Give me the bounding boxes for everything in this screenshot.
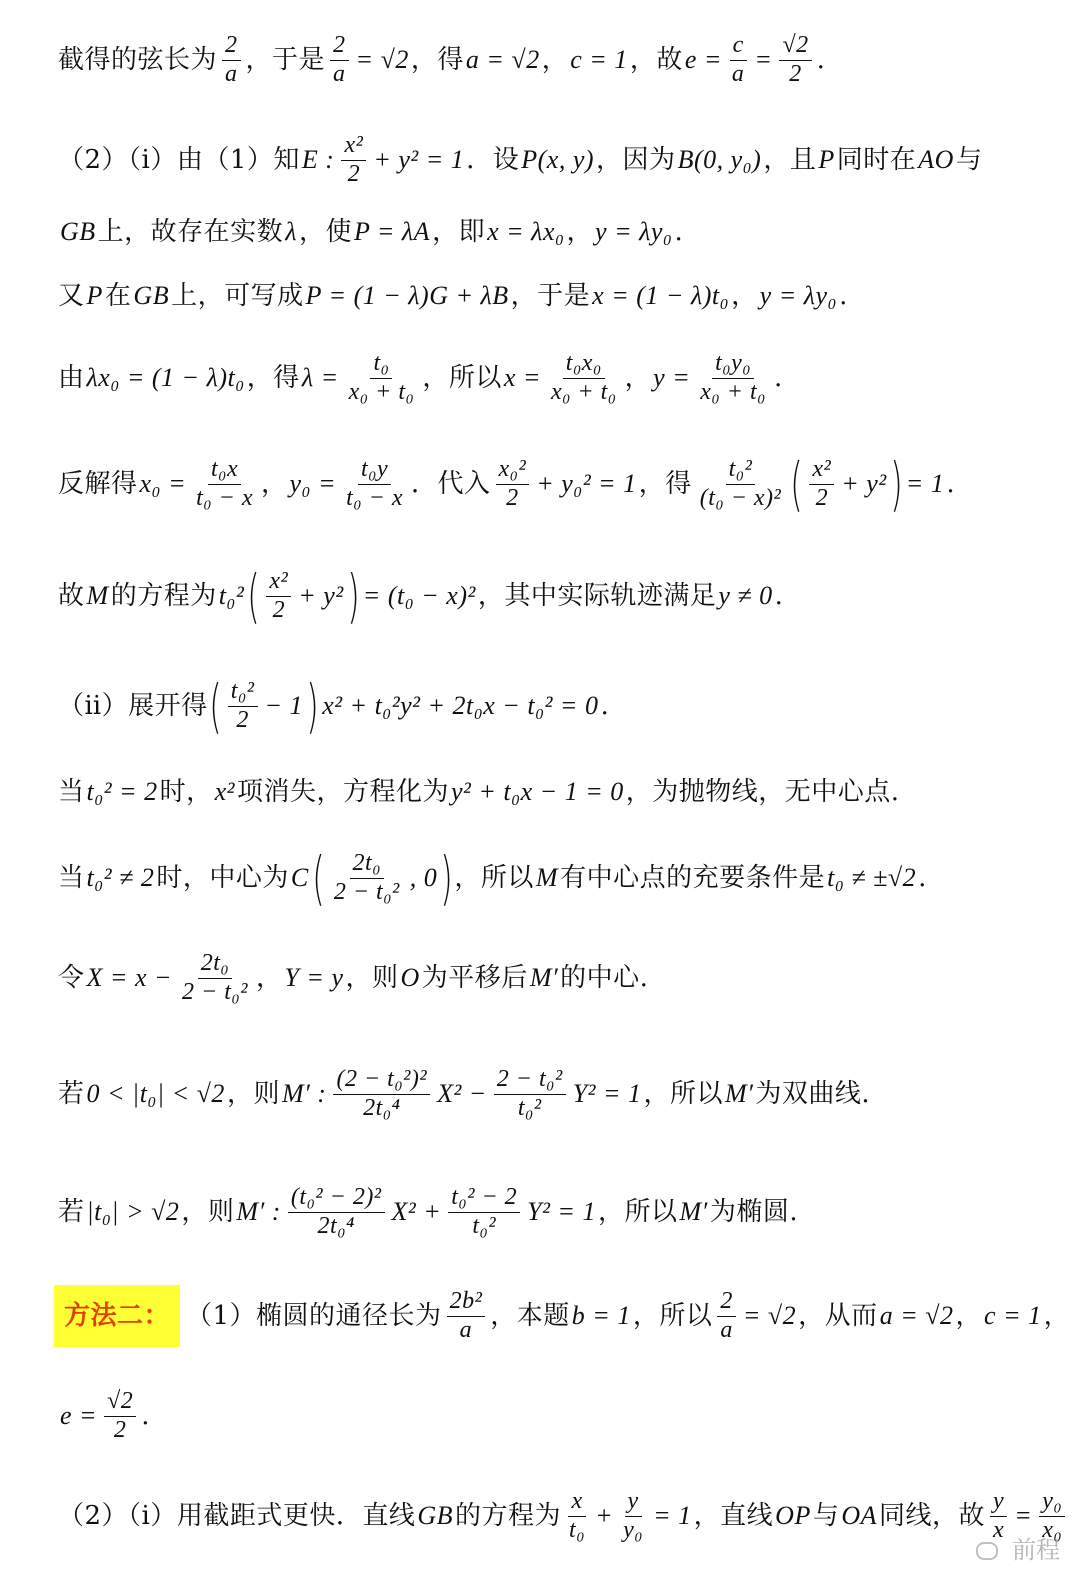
math-expression: t₀² = 2 [86, 777, 158, 806]
fraction-denominator: 2 [113, 1416, 127, 1443]
fraction-denominator: a [459, 1316, 473, 1343]
math-expression: Y² = 1 [572, 1079, 642, 1108]
fraction-denominator: (t₀ − x)² [699, 484, 782, 511]
math-expression: y₀ = [289, 469, 337, 498]
math-expression: M′ : [236, 1197, 281, 1226]
math-expression: M′ [679, 1197, 708, 1226]
line-11 [58, 940, 1064, 1016]
fraction [548, 350, 620, 406]
math-expression: X² − [437, 1079, 487, 1108]
text-run: ，所以 [643, 1079, 724, 1109]
text-run: （2）（ⅰ）用截距式更快．直线 [58, 1501, 416, 1531]
math-expression: OA [841, 1501, 878, 1530]
math-expression: P [818, 145, 835, 174]
fraction-denominator: 2 [236, 706, 249, 733]
text-run: ， [261, 469, 288, 499]
line-8 [58, 666, 1064, 746]
math-expression: X² + [391, 1197, 442, 1226]
text-run: （ⅱ）展开得 [58, 691, 208, 721]
math-expression: P = (1 − λ)G + λB [305, 281, 509, 310]
text-run: ，从而 [798, 1301, 878, 1331]
math-expression: t₀² ≠ 2 [86, 863, 155, 892]
fraction [697, 350, 769, 406]
text-run: 若 [58, 1197, 85, 1227]
text-run: 上，可写成 [171, 281, 304, 311]
math-expression: AO [918, 145, 954, 174]
fraction-denominator: x₀ + t₀ [700, 378, 766, 405]
math-expression: M′ [725, 1079, 754, 1108]
fraction-numerator: t₀² − 2 [448, 1184, 520, 1213]
line-1 [58, 20, 1064, 100]
fraction [331, 850, 403, 906]
fraction-denominator: x₀ + t₀ [348, 378, 415, 405]
math-expression: y ≠ 0 [718, 581, 773, 610]
fraction-denominator: 2 − t₀² [182, 978, 248, 1005]
fraction-numerator: t₀ [370, 350, 392, 379]
watermark-text: 前程 [1012, 1536, 1060, 1564]
text-run: 为双曲线. [755, 1079, 871, 1109]
fraction-numerator: x² [809, 456, 834, 485]
fraction-numerator: 2 − t₀² [494, 1066, 566, 1095]
large-parenthesis: ( [208, 672, 222, 740]
large-parenthesis: ( [790, 450, 804, 518]
line-3 [58, 212, 1064, 252]
text-run: 同时在 [836, 145, 917, 175]
text-run: 有中心点的充要条件是 [560, 863, 826, 893]
math-expression: O [400, 963, 420, 992]
fraction-numerator: t₀² [726, 456, 756, 485]
math-expression: y = λy₀ [759, 281, 838, 310]
math-expression: λx₀ = (1 − λ)t₀ [86, 363, 245, 392]
large-parenthesis: ( [247, 562, 261, 630]
fraction-denominator: t₀ − x [196, 484, 253, 511]
line-4 [58, 276, 1064, 316]
math-expression: b = 1 [571, 1301, 631, 1330]
fraction [346, 350, 418, 406]
text-run: ，所以 [597, 1197, 678, 1227]
math-expression: + y₀² = 1 [536, 469, 637, 498]
fraction [228, 678, 258, 734]
fraction-denominator: t₀² [517, 1094, 542, 1121]
line-5 [58, 340, 1064, 416]
text-run: ，所以 [422, 363, 502, 393]
fraction [729, 32, 748, 88]
math-expression: x = [503, 363, 541, 392]
fraction [620, 1488, 646, 1544]
text-run: ，为抛物线，无中心点. [625, 777, 900, 807]
fraction [809, 456, 834, 512]
text-run: 同线，故 [879, 1501, 986, 1531]
fraction-denominator: x₀ + t₀ [550, 378, 617, 405]
text-run: 的方程为 [455, 1501, 562, 1531]
fraction-numerator: 2t₀ [350, 850, 385, 879]
fraction-denominator: 2 [272, 596, 286, 623]
fraction-denominator: a [720, 1316, 733, 1343]
math-expression: x = λx₀ [487, 217, 565, 246]
text-run: 当 [58, 777, 85, 807]
text-run: ，于是 [510, 281, 591, 311]
math-expression: + [595, 1501, 614, 1530]
math-expression: x² [214, 777, 235, 806]
text-run: ，因为 [596, 145, 676, 175]
text-run: 的方程为 [110, 581, 217, 611]
math-expression: Y = y [284, 963, 344, 992]
math-expression: GB [60, 217, 96, 246]
math-expression: M [86, 581, 109, 610]
text-run: ，得 [410, 45, 464, 75]
fraction-denominator: x [993, 1516, 1005, 1543]
text-run: 故 [58, 581, 85, 611]
text-run: ，则 [345, 963, 399, 993]
math-expression: x₀ = [139, 469, 187, 498]
fraction [330, 32, 349, 88]
math-expression: x² + t₀²y² + 2t₀x − t₀² = 0 [322, 691, 599, 720]
math-expression: P = λA [353, 217, 431, 246]
fraction-numerator: 2 [330, 32, 349, 61]
fraction-denominator: 2 − t₀² [333, 878, 400, 905]
text-run: ，直线 [693, 1501, 774, 1531]
fraction-numerator: (2 − t₀²)² [333, 1066, 430, 1095]
math-expression: 0 < |t₀| < √2 [86, 1079, 225, 1108]
math-expression: c = 1 [570, 45, 628, 74]
math-expression: − 1 [264, 691, 304, 720]
text-run: ， [566, 217, 594, 247]
text-run: 反解得 [58, 469, 138, 499]
text-run: ，得 [246, 363, 300, 393]
math-expression: E : [301, 145, 335, 174]
math-expression: + y² [298, 581, 344, 610]
line-13 [58, 1164, 1064, 1260]
math-expression: λ [285, 217, 297, 246]
fraction-denominator: a [333, 60, 346, 87]
large-parenthesis: ) [306, 672, 319, 740]
fraction-denominator: 2t₀⁴ [363, 1094, 401, 1121]
fraction-numerator: x₀² [496, 456, 530, 485]
fraction-numerator: (t₀² − 2)² [288, 1184, 385, 1213]
text-run: . [674, 217, 684, 247]
text-run: ，于是 [245, 45, 326, 75]
fraction [779, 32, 811, 88]
fraction-numerator: x² [266, 568, 291, 597]
text-run: ， [541, 45, 569, 75]
fraction-numerator: y₀ [1039, 1488, 1065, 1517]
math-expression: Y² = 1 [527, 1197, 596, 1226]
text-run: 若 [58, 1079, 85, 1109]
fraction [341, 132, 366, 188]
math-expression: GB [133, 281, 170, 310]
text-run: ，所以 [454, 863, 534, 893]
text-run: . [774, 581, 784, 611]
math-expression: P(x, y) [521, 145, 595, 174]
fraction-denominator: y₀ [623, 1516, 644, 1543]
line-6 [58, 442, 1064, 526]
fraction [717, 1288, 736, 1344]
fraction-numerator: √2 [104, 1388, 136, 1417]
math-expression: M [535, 863, 559, 892]
fraction-numerator: t₀y₀ [712, 350, 754, 379]
fraction-numerator: c [730, 32, 747, 61]
text-run: 在 [104, 281, 132, 311]
math-expression: t₀² [218, 581, 245, 610]
text-run: 项消失，方程化为 [236, 777, 449, 807]
fraction [104, 1388, 136, 1444]
math-expression: y = [653, 363, 691, 392]
math-expression: λ = [301, 363, 339, 392]
math-expression: c = 1 [984, 1301, 1042, 1330]
text-run: 与 [955, 145, 983, 175]
text-run: ， [1043, 1301, 1071, 1331]
fraction [179, 950, 251, 1006]
text-run: . [839, 281, 848, 311]
fraction [288, 1184, 385, 1240]
fraction [496, 456, 530, 512]
line-7 [58, 556, 1064, 636]
text-run: . [600, 691, 610, 721]
math-expression: = 1 [653, 1501, 692, 1530]
text-run: 上，故存在实数 [97, 217, 284, 247]
math-expression: t₀ ≠ ±√2 [827, 863, 917, 892]
large-parenthesis: ) [346, 562, 360, 630]
math-expression: = √2 [742, 1301, 797, 1330]
fraction-denominator: 2 [347, 160, 361, 187]
text-run: 由 [58, 363, 85, 393]
fraction-numerator: x² [341, 132, 366, 161]
fraction [343, 456, 406, 512]
text-run: 当 [58, 863, 85, 893]
text-run: . [141, 1401, 151, 1431]
text-run: 时，中心为 [156, 863, 289, 893]
math-expression: P [86, 281, 103, 310]
fraction-numerator: t₀² [228, 678, 258, 707]
fraction-denominator: a [225, 60, 238, 87]
math-expression: y = λy₀ [595, 217, 673, 246]
text-run: ，则 [181, 1197, 235, 1227]
fraction-numerator: 2b² [447, 1288, 486, 1317]
math-expression: , 0 [409, 863, 438, 892]
text-run: 又 [58, 281, 85, 311]
math-expression: = √2 [355, 45, 409, 74]
text-run: ，其中实际轨迹满足 [477, 581, 717, 611]
fraction-denominator: 2 [506, 484, 519, 511]
text-run: ， [624, 363, 652, 393]
math-expression: X = x − [86, 963, 173, 992]
line-16 [58, 1476, 1064, 1556]
fraction-numerator: y [990, 1488, 1007, 1517]
text-run: ，且 [763, 145, 817, 175]
math-expression: GB [417, 1501, 454, 1530]
text-run: 截得的弦长为 [58, 45, 218, 75]
fraction-denominator: 2t₀⁴ [317, 1212, 355, 1239]
fraction-denominator: t₀ [569, 1516, 586, 1543]
text-run: 为椭圆. [709, 1197, 799, 1227]
fraction-denominator: t₀ − x [346, 484, 403, 511]
fraction-numerator: t₀x [208, 456, 241, 485]
fraction [494, 1066, 566, 1122]
line-12 [58, 1046, 1064, 1142]
text-run: ， [731, 281, 758, 311]
fraction [697, 456, 785, 512]
fraction-denominator: 2 [789, 60, 802, 87]
math-expression: a = √2 [879, 1301, 954, 1330]
fraction-denominator: a [731, 60, 745, 87]
text-run: ，得 [638, 469, 692, 499]
math-expression: e = [60, 1401, 98, 1430]
math-expression: B(0, y₀) [677, 145, 762, 174]
math-expression: = [754, 45, 773, 74]
math-expression: M′ [529, 963, 559, 992]
text-run: （1）椭圆的通径长为 [186, 1301, 442, 1331]
fraction [566, 1488, 588, 1544]
math-expression: |t₀| > √2 [86, 1197, 180, 1226]
math-expression: e = [684, 45, 722, 74]
text-run: 为平移后 [421, 963, 528, 993]
math-expression: = [1014, 1501, 1033, 1530]
fraction [447, 1288, 486, 1344]
text-run: 时， [159, 777, 213, 807]
text-run: . [816, 45, 826, 75]
text-run: 的中心. [560, 963, 649, 993]
math-expression: + y² [841, 469, 887, 498]
fraction [448, 1184, 520, 1240]
fraction-numerator: t₀y [358, 456, 391, 485]
watermark [976, 1530, 1060, 1565]
math-expression: OP [775, 1501, 811, 1530]
math-expression: = 1 [905, 469, 945, 498]
large-parenthesis: ) [440, 844, 454, 912]
fraction [193, 456, 256, 512]
text-run: . [773, 363, 783, 393]
fraction-numerator: x [568, 1488, 585, 1517]
math-expression: + y² = 1 [373, 145, 465, 174]
fraction-denominator: x₀ [1042, 1516, 1063, 1543]
text-run: ．设 [466, 145, 520, 175]
text-run: 令 [58, 963, 85, 993]
fraction-denominator: 2 [815, 484, 829, 511]
fraction [266, 568, 291, 624]
fraction [333, 1066, 430, 1122]
large-parenthesis: ( [311, 844, 325, 912]
math-expression: x = (1 − λ)t₀ [592, 281, 730, 310]
fraction-numerator: 2t₀ [198, 950, 233, 979]
text-run: （2）（ⅰ）由（1）知 [58, 145, 300, 175]
math-expression: M′ : [281, 1079, 327, 1108]
math-expression: a = √2 [465, 45, 540, 74]
text-run: ，所以 [632, 1301, 713, 1331]
large-parenthesis: ) [889, 450, 903, 518]
fraction-denominator: t₀² [472, 1212, 497, 1239]
text-run: ， [955, 1301, 983, 1331]
text-run: ，即 [432, 217, 486, 247]
text-run: 与 [812, 1501, 840, 1531]
line-2 [58, 120, 1064, 200]
text-run: ，使 [298, 217, 352, 247]
math-expression: y² + t₀x − 1 = 0 [451, 777, 624, 806]
fraction-numerator: 2 [222, 32, 241, 61]
text-run: ，故 [629, 45, 683, 75]
fraction-numerator: 2 [717, 1288, 736, 1317]
math-expression: C [290, 863, 309, 892]
fraction-numerator: y [625, 1488, 642, 1517]
text-run: ，本题 [490, 1301, 570, 1331]
text-run: ， [255, 963, 283, 993]
fraction-numerator: √2 [779, 32, 811, 61]
line-15 [58, 1376, 1064, 1456]
fraction-numerator: t₀x₀ [563, 350, 605, 379]
text-run: ．代入 [411, 469, 491, 499]
method-two-label: 方法二： [54, 1285, 180, 1347]
text-run: . [946, 469, 956, 499]
line-9 [58, 772, 1064, 812]
math-expression: = (t₀ − x)² [362, 581, 476, 610]
fraction [222, 32, 241, 88]
text-run: ，则 [226, 1079, 280, 1109]
line-10 [58, 836, 1064, 920]
text-run: . [918, 863, 927, 893]
line-14 [58, 1276, 1071, 1356]
chat-bubble-icon [976, 1542, 998, 1560]
